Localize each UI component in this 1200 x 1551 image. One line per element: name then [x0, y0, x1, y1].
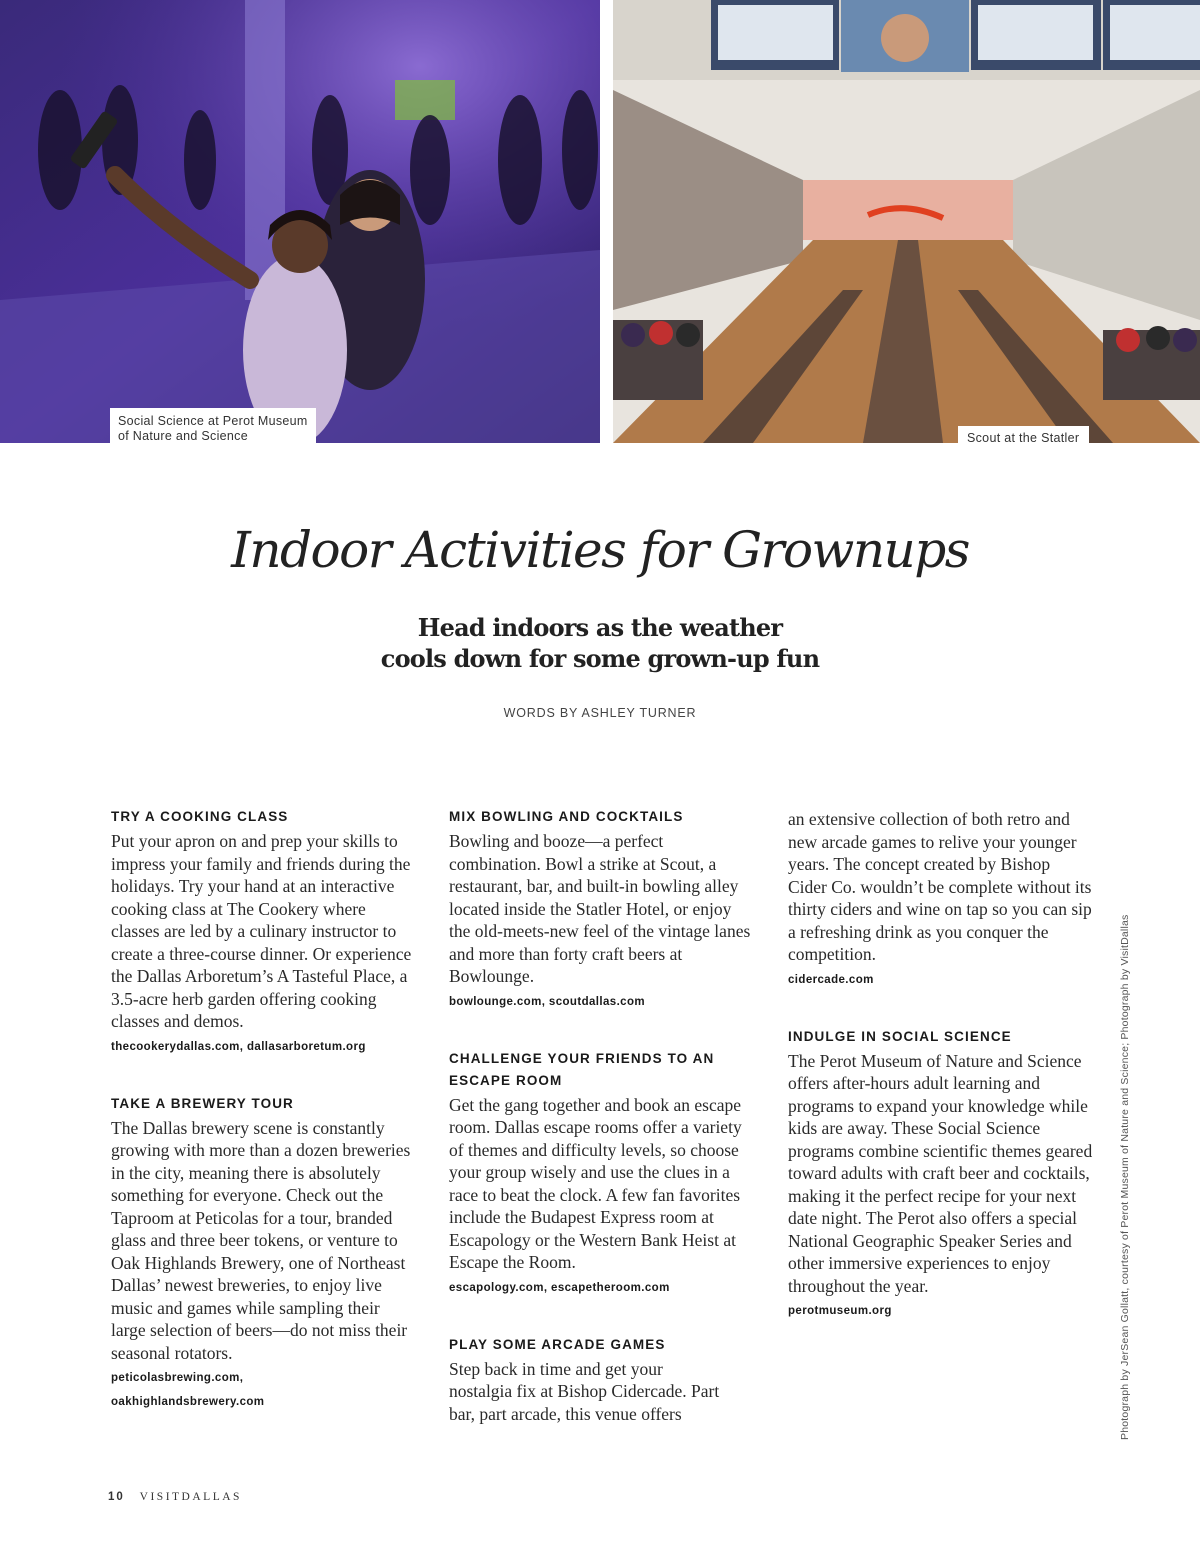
section-bowling — [449, 806, 754, 1014]
section-links[interactable]: escapology.com, escapetheroom.com — [449, 1281, 670, 1294]
section-heading: INDULGE IN SOCIAL SCIENCE — [788, 1028, 1012, 1044]
photo-social-science — [0, 0, 600, 443]
photo-scout-statler — [613, 0, 1200, 443]
column-3 — [788, 808, 1093, 1357]
photo-caption-left: Social Science at Perot Museum of Nature and Science — [110, 408, 316, 443]
section-arcade-continued — [788, 808, 1093, 992]
page-footer — [108, 1491, 242, 1503]
page-number: 10 — [108, 1491, 125, 1503]
section-heading: PLAY SOME ARCADE GAMES — [449, 1336, 666, 1352]
section-links[interactable]: perotmuseum.org — [788, 1305, 892, 1317]
section-body: Get the gang together and book an escape room. Dallas escape rooms offer a variety of themes and difficulty levels, so choose your group wisely and use the clues in a race to beat the clock. A few fan favorites include the Budapest Express room at Escapology or the Western Bank Heist at Escape the Room. — [449, 1094, 742, 1272]
column-2 — [449, 806, 754, 1459]
section-heading: TRY A COOKING CLASS — [111, 809, 289, 824]
link-peticolas[interactable]: peticolasbrewing.com, — [111, 1372, 244, 1384]
section-escape-room — [449, 1048, 754, 1300]
section-links[interactable]: cidercade.com — [788, 973, 874, 986]
section-links — [111, 1366, 416, 1414]
section-arcade — [449, 1334, 754, 1426]
column-1 — [111, 806, 416, 1448]
photo-credit: Photograph by JerSean Gollatt, courtesy of Perot Museum of Nature and Science; Photograph by VisitDallas — [1119, 914, 1131, 1440]
section-heading: CHALLENGE YOUR FRIENDS TO AN ESCAPE ROOM — [449, 1050, 715, 1088]
section-links[interactable]: bowlounge.com, scoutdallas.com — [449, 995, 646, 1008]
section-cooking-class — [111, 806, 416, 1059]
section-brewery-tour — [111, 1093, 416, 1415]
section-body: The Perot Museum of Nature and Science offers after-hours adult learning and programs to expand your knowledge while kids are away. These Social Science programs combine scientific themes geared toward adults with craft beer and cocktails, making it the perfect recipe for your next date night. The Perot also offers a special National Geographic Speaker Series and other immersive experiences to enjoy throughout the year. — [788, 1050, 1093, 1296]
section-social-science — [788, 1026, 1093, 1324]
photo-caption-right: Scout at the Statler — [958, 426, 1089, 448]
subtitle-line-2: cools down for some grown-up fun — [380, 644, 820, 673]
byline: WORDS BY ASHLEY TURNER — [503, 706, 697, 720]
link-oak-highlands[interactable]: oakhighlandsbrewery.com — [111, 1396, 265, 1408]
article-title: Indoor Activities for Grownups — [231, 521, 969, 579]
section-body: The Dallas brewery scene is constantly growing with more than a dozen breweries in the city, meaning there is absolutely something for everyone. Check out the Taproom at Peticolas for a tour, branded glass and three beer tokens, or venture to Oak Highlands Brewery, one of Northeast Dallas’ newest breweries, to enjoy live music and games while sampling their large selection of beers—do not miss their seasonal rotators. — [111, 1117, 411, 1363]
subtitle-line-1: Head indoors as the weather — [417, 613, 783, 642]
section-body: Put your apron on and prep your skills to impress your family and friends during the holidays. Try your hand at an interactive cooking class at The Cookery where classes are led by a culinary instructor to create a three-course dinner. Or experience the Dallas Arboretum’s A Tasteful Place, a 3.5-acre herb garden offering cooking classes and demos. — [111, 831, 412, 1031]
section-body: Step back in time and get your nostalgia fix at Bishop Cidercade. Part bar, part arcade, this venue offers — [449, 1358, 720, 1424]
section-heading: MIX BOWLING AND COCKTAILS — [449, 809, 684, 824]
publication-name: VISITDALLAS — [139, 1491, 242, 1503]
section-body-continued: an extensive collection of both retro and new arcade games to relive your younger years. The concept created by Bishop Cider Co. wouldn’t be complete without its thirty ciders and wine on tap so you can sip a refreshing drink as you conquer the competition. — [788, 809, 1092, 964]
section-heading: TAKE A BREWERY TOUR — [111, 1095, 294, 1111]
section-body: Bowling and booze—a perfect combination. Bowl a strike at Scout, a restaurant, bar, and built-in bowling alley located inside the Statler Hotel, or enjoy the old-meets-new feel of the vintage lanes and more than forty craft beers at Bowlounge. — [449, 831, 751, 986]
section-links[interactable]: thecookerydallas.com, dallasarboretum.org — [111, 1040, 366, 1053]
article-subtitle — [0, 612, 1200, 674]
